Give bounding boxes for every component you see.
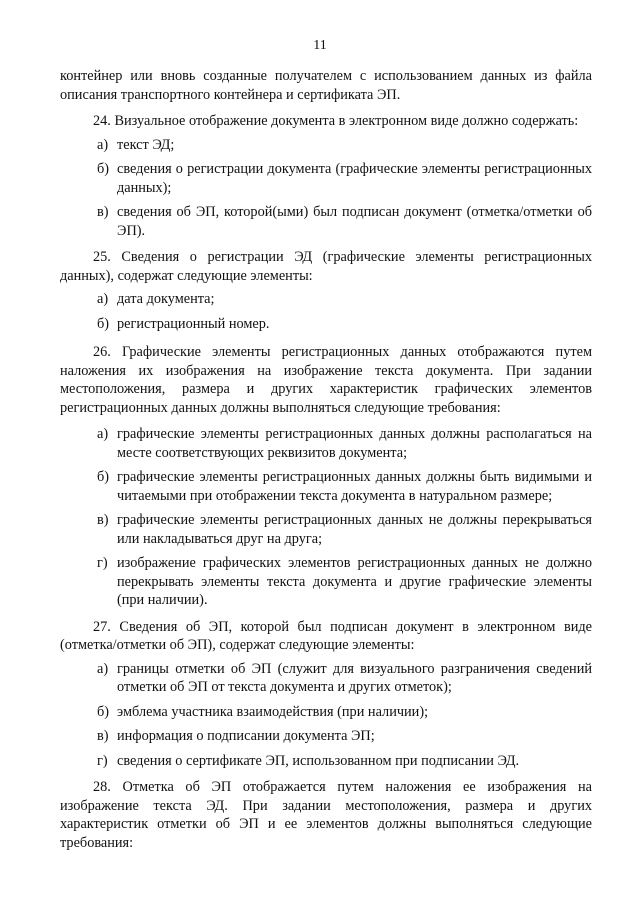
paragraph-24: 24. Визуальное отображение документа в электронном виде должно содержать: [93, 113, 579, 129]
list-item-text: регистрационный номер. [117, 315, 270, 332]
list-item [60, 703, 592, 722]
list-item-text: дата документа; [117, 291, 215, 307]
list-item-text: сведения о регистрации документа (графические элементы регистрационных данных); [117, 161, 592, 196]
paragraph-27: 27. Сведения об ЭП, которой был подписан документ в электронном виде (отметка/отметки об ЭП), содержат следующие элементы: [60, 618, 592, 653]
list-item [60, 468, 592, 505]
paragraph-continuation: контейнер или вновь созданные получателем с использованием данных из файла описания транспортного контейнера и сертификата ЭП. [60, 68, 592, 103]
list-item [60, 554, 592, 610]
list-marker: б) [97, 315, 110, 332]
list-item [60, 752, 592, 771]
list-marker: г) [97, 752, 108, 769]
list-marker: б) [97, 469, 110, 485]
list-item [60, 660, 592, 697]
list-item-text: эмблема участника взаимодействия (при наличии); [117, 703, 429, 720]
list-item [60, 160, 592, 197]
paragraph-26: 26. Графические элементы регистрационных данных отображаются путем наложения их изображения на изображение текста документа. При задании местоположения, размера и других характеристик графических элементов регистрационных данных должны выполняться следующие требования: [60, 344, 592, 416]
list-marker: б) [97, 161, 110, 177]
list-item [60, 290, 592, 309]
paragraph-28: 28. Отметка об ЭП отображается путем наложения ее изображения на изображение текста ЭД. При задании местоположения, размера и других характеристик отметки об ЭП и ее элементов должны выполняться следующие требования: [60, 779, 592, 851]
page-number: 11 [313, 38, 327, 53]
list-item-text: информация о подписании документа ЭП; [117, 728, 375, 744]
list-item-text: графические элементы регистрационных данных должны располагаться на месте соответствующих реквизитов документа; [117, 426, 592, 461]
list-marker: а) [97, 426, 109, 442]
list-item-text: изображение графических элементов регистрационных данных не должно перекрывать элементы текста документа и другие графические элементы (при наличии). [117, 555, 592, 608]
list-marker: в) [97, 204, 109, 220]
list-item-text: графические элементы регистрационных данных должны быть видимыми и читаемыми при отображении текста документа в натуральном размере; [117, 469, 592, 504]
list-item [60, 203, 592, 240]
paragraph-25: 25. Сведения о регистрации ЭД (графические элементы регистрационных данных), содержат следующие элементы: [60, 249, 592, 284]
document-body [60, 67, 592, 857]
list-item-text: сведения о сертификате ЭП, использованном при подписании ЭД. [117, 752, 520, 769]
list-item [60, 511, 592, 548]
list-marker: а) [97, 660, 109, 677]
list-item [60, 315, 592, 334]
list-item-text: графические элементы регистрационных данных не должны перекрываться или накладываться друг на друга; [117, 512, 592, 547]
list-marker: г) [97, 555, 108, 571]
list-item-text: текст ЭД; [117, 136, 175, 153]
list-marker: б) [97, 703, 110, 720]
list-item-text: границы отметки об ЭП (служит для визуального разграничения сведений отметки об ЭП от текста документа и других отметок); [117, 660, 592, 695]
list-item [60, 727, 592, 746]
list-item [60, 425, 592, 462]
list-marker: в) [97, 728, 109, 744]
list-item [60, 136, 592, 155]
list-marker: а) [97, 136, 109, 153]
list-item-text: сведения об ЭП, которой(ыми) был подписан документ (отметка/отметки об ЭП). [117, 204, 592, 239]
list-marker: а) [97, 291, 109, 307]
list-marker: в) [97, 512, 109, 528]
